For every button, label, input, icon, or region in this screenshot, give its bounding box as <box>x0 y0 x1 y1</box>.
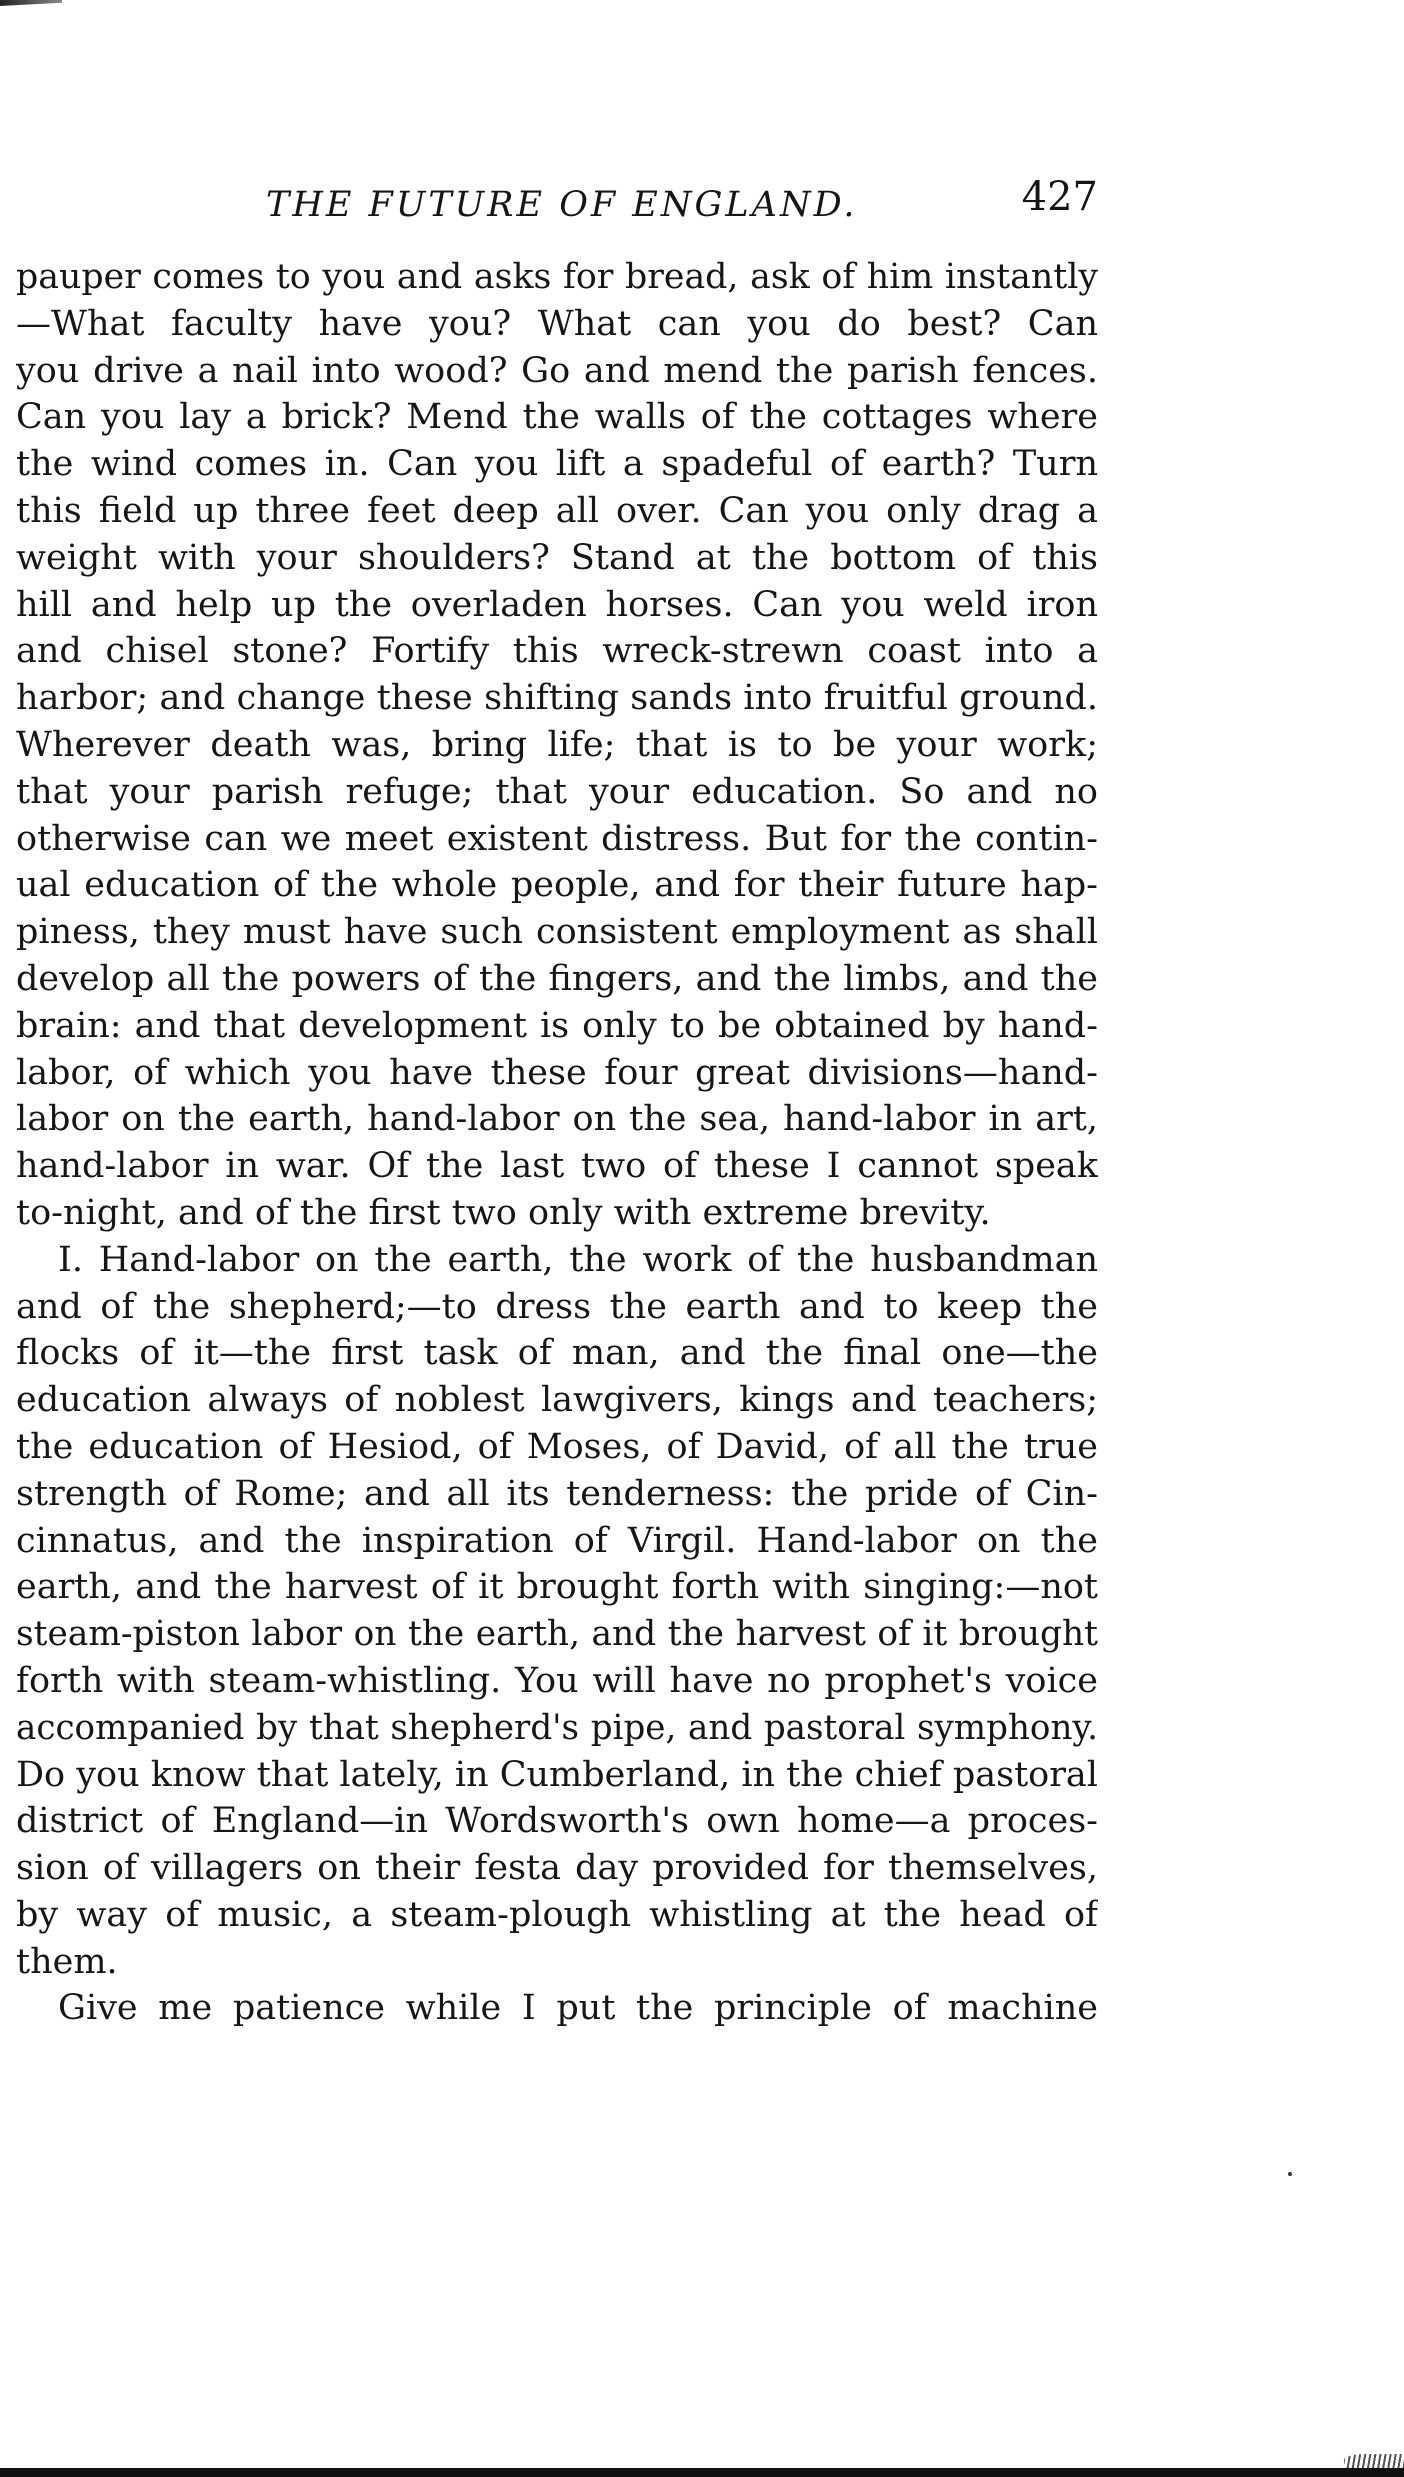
text-line: forth with steam-whistling. You will have no prophet's voice <box>16 1660 1098 1701</box>
text-line: —What faculty have you? What can you do best? Can <box>16 303 1098 344</box>
running-title: THE FUTURE OF ENGLAND. <box>266 185 858 225</box>
text-line: ual education of the whole people, and for their future hap- <box>16 865 1098 906</box>
text-line: strength of Rome; and all its tenderness: the pride of Cin- <box>16 1473 1098 1514</box>
text-line: flocks of it—the first task of man, and the final one—the <box>16 1333 1098 1374</box>
text-line: Do you know that lately, in Cumberland, in the chief pastoral <box>16 1754 1098 1795</box>
text-line: by way of music, a steam-plough whistling at the head of <box>16 1894 1098 1935</box>
text-line: them. <box>16 1941 118 1982</box>
text-line: cinnatus, and the inspiration of Virgil. Hand-labor on the <box>16 1520 1098 1561</box>
text-line: district of England—in Wordsworth's own home—a proces- <box>16 1801 1098 1842</box>
text-line: Wherever death was, bring life; that is to be your work; <box>16 724 1098 765</box>
text-line: harbor; and change these shifting sands into fruitful ground. <box>16 678 1098 719</box>
text-line: education always of noblest lawgivers, kings and teachers; <box>16 1380 1098 1421</box>
body-text <box>16 254 1098 2032</box>
text-line: the education of Hesiod, of Moses, of David, of all the true <box>16 1426 1098 1467</box>
text-line: labor, of which you have these four great divisions—hand- <box>16 1052 1098 1093</box>
text-line: you drive a nail into wood? Go and mend the parish fences. <box>16 350 1098 391</box>
text-line: sion of villagers on their festa day provided for themselves, <box>16 1848 1098 1889</box>
text-line: brain: and that development is only to be obtained by hand- <box>16 1005 1098 1046</box>
text-line: this field up three feet deep all over. Can you only drag a <box>16 490 1098 531</box>
text-line: Can you lay a brick? Mend the walls of the cottages where <box>16 397 1098 438</box>
text-line: hill and help up the overladen horses. Can you weld iron <box>16 584 1098 625</box>
scan-speck <box>1288 2172 1292 2176</box>
running-head <box>16 174 1098 230</box>
text-line: that your parish refuge; that your education. So and no <box>16 771 1098 812</box>
text-line: I. Hand-labor on the earth, the work of the husbandman <box>58 1239 1098 1280</box>
text-line: pauper comes to you and asks for bread, ask of him instantly <box>16 257 1098 297</box>
text-line: labor on the earth, hand-labor on the sea, hand-labor in art, <box>16 1099 1098 1140</box>
text-line: piness, they must have such consistent employment as shall <box>16 912 1098 953</box>
text-line: and of the shepherd;—to dress the earth and to keep the <box>16 1286 1098 1327</box>
text-line: hand-labor in war. Of the last two of these I cannot speak <box>16 1146 1098 1187</box>
text-line: and chisel stone? Fortify this wreck-strewn coast into a <box>16 631 1098 672</box>
page-number: 427 <box>1021 174 1098 220</box>
text-line: Give me patience while I put the principle of machine <box>58 1988 1098 2029</box>
text-line: develop all the powers of the fingers, and the limbs, and the <box>16 958 1098 999</box>
text-line: to-night, and of the first two only with extreme brevity. <box>16 1192 991 1233</box>
text-line: accompanied by that shepherd's pipe, and pastoral symphony. <box>16 1707 1098 1748</box>
text-line: earth, and the harvest of it brought forth with singing:—not <box>16 1567 1098 1608</box>
text-line: the wind comes in. Can you lift a spadeful of earth? Turn <box>16 444 1098 485</box>
scan-bottom-edge <box>0 2468 1404 2477</box>
scan-corner-smudge <box>1344 2454 1404 2468</box>
scan-edge-mark <box>0 0 62 6</box>
text-line: steam-piston labor on the earth, and the harvest of it brought <box>16 1614 1098 1655</box>
text-line: otherwise can we meet existent distress. But for the contin- <box>16 818 1098 859</box>
text-line: weight with your shoulders? Stand at the bottom of this <box>16 537 1098 578</box>
